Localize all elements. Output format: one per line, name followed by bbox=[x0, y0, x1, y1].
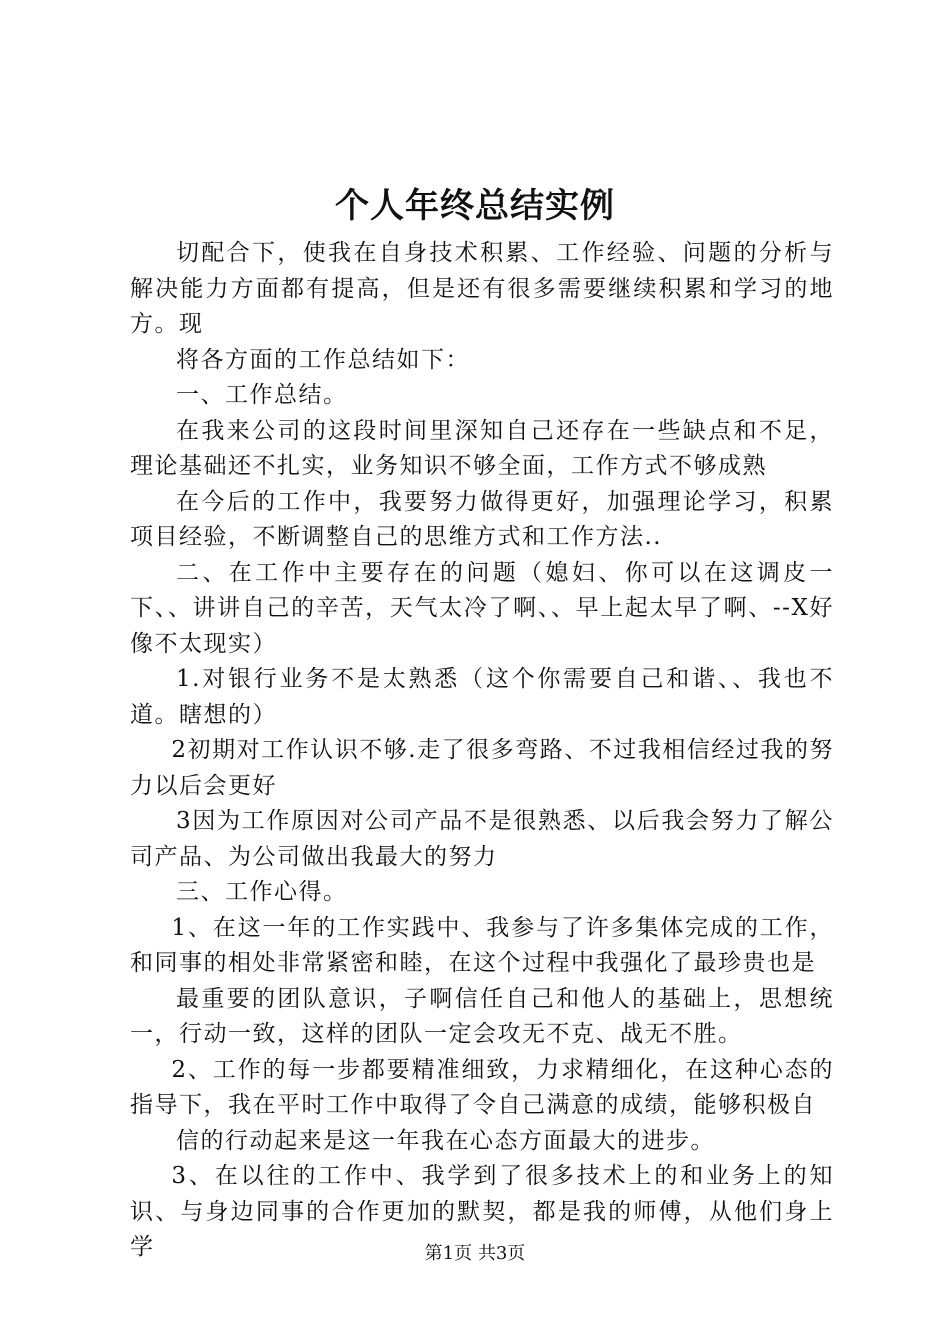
paragraph: 在我来公司的这段时间里深知自己还存在一些缺点和不足，理论基础还不扎实，业务知识不够全面，工作方式不够成熟 bbox=[130, 417, 834, 479]
section-heading: 一、工作总结。 bbox=[176, 382, 348, 408]
list-item: 2、工作的每一步都要精准细致，力求精细化，在这种心态的指导下，我在平时工作中取得了令自己满意的成绩，能够积极自 bbox=[130, 1056, 834, 1118]
paragraph: 最重要的团队意识，子啊信任自己和他人的基础上，思想统一，行动一致，这样的团队一定会攻无不克、战无不胜。 bbox=[130, 985, 834, 1047]
list-item: 1、在这一年的工作实践中、我参与了许多集体完成的工作，和同事的相处非常紧密和睦，在这个过程中我强化了最珍贵也是 bbox=[130, 914, 834, 976]
list-item: 3、在以往的工作中、我学到了很多技术上的和业务上的知识、与身边同事的合作更加的默契，都是我的师傅，从他们身上学 bbox=[130, 1163, 834, 1260]
paragraph: 信的行动起来是这一年我在心态方面最大的进步。 bbox=[176, 1127, 715, 1154]
list-item: 3因为工作原因对公司产品不是很熟悉、以后我会努力了解公司产品、为公司做出我最大的努力 bbox=[130, 808, 834, 870]
page-footer: 第1页 共3页 bbox=[424, 1243, 526, 1264]
section-heading: 三、工作心得。 bbox=[176, 879, 348, 905]
paragraph: 将各方面的工作总结如下： bbox=[176, 346, 470, 373]
section-heading: 二、在工作中主要存在的问题（媳妇、你可以在这调皮一下、、讲讲自己的辛苦，天气太冷了啊、、早上起太早了啊、--X好像不太现实） bbox=[130, 559, 834, 657]
list-item: 1.对银行业务不是太熟悉（这个你需要自己和谐、、我也不道。瞎想的） bbox=[130, 666, 834, 728]
document-body bbox=[130, 236, 834, 1266]
paragraph: 切配合下，使我在自身技术积累、工作经验、问题的分析与解决能力方面都有提高，但是还有很多需要继续积累和学习的地方。现 bbox=[130, 240, 834, 337]
list-item: 2初期对工作认识不够.走了很多弯路、不过我相信经过我的努力以后会更好 bbox=[130, 737, 834, 799]
document-title: 个人年终总结实例 bbox=[335, 186, 615, 226]
paragraph: 在今后的工作中，我要努力做得更好，加强理论学习，积累项目经验，不断调整自己的思维方式和工作方法.. bbox=[130, 488, 834, 550]
